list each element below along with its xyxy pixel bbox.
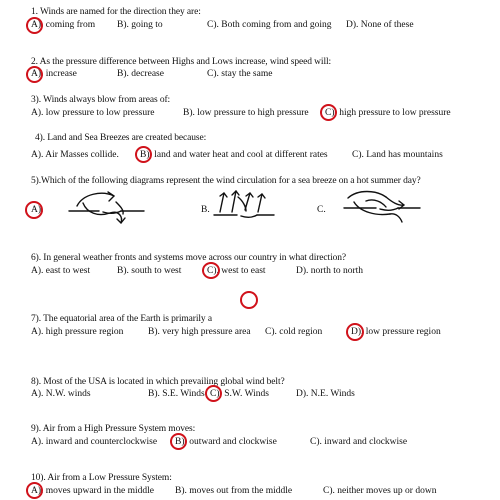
q1-option-b[interactable]: B). going to (117, 20, 163, 30)
question-8-text: 8). Most of the USA is located in which prevailing global wind belt? (31, 377, 285, 387)
question-9-text: 9). Air from a High Pressure System moves: (31, 424, 196, 434)
q4-option-b[interactable]: B). land and water heat and cool at different rates (140, 150, 328, 160)
q1-option-c[interactable]: C). Both coming from and going (207, 20, 332, 30)
q5-option-c[interactable]: C. (317, 205, 326, 215)
q7-option-c[interactable]: C). cold region (265, 327, 323, 337)
q2-option-c[interactable]: C). stay the same (207, 69, 273, 79)
question-5-text: 5).Which of the following diagrams represent the wind circulation for a sea breeze on a hot summer day? (31, 176, 421, 186)
q7-option-a[interactable]: A). high pressure region (31, 327, 124, 337)
q6-option-a[interactable]: A). east to west (31, 266, 91, 276)
diagram-c-sketch (342, 186, 422, 228)
q3-option-c[interactable]: C). high pressure to low pressure (325, 108, 451, 118)
q9-option-a[interactable]: A). inward and counterclockwise (31, 437, 158, 447)
diagram-a-sketch (66, 188, 146, 228)
q6-option-b[interactable]: B). south to west (117, 266, 182, 276)
q6-option-d[interactable]: D). north to north (296, 266, 364, 276)
question-4-text: 4). Land and Sea Breezes are created because: (35, 133, 207, 143)
stray-red-circle (240, 291, 258, 309)
q7-option-d[interactable]: D). low pressure region (351, 327, 441, 337)
q9-option-c[interactable]: C). inward and clockwise (310, 437, 408, 447)
q3-option-b[interactable]: B). low pressure to high pressure (183, 108, 309, 118)
q3-option-a[interactable]: A). low pressure to low pressure (31, 108, 155, 118)
q7-option-b[interactable]: B). very high pressure area (148, 327, 251, 337)
q8-option-b[interactable]: B). S.E. Winds (148, 389, 205, 399)
q10-option-a[interactable]: A). moves upward in the middle (31, 486, 154, 496)
q8-option-a[interactable]: A). N.W. winds (31, 389, 91, 399)
q8-option-d[interactable]: D). N.E. Winds (296, 389, 355, 399)
q10-option-b[interactable]: B). moves out from the middle (175, 486, 293, 496)
q4-option-c[interactable]: C). Land has mountains (352, 150, 443, 160)
q8-option-c[interactable]: C). S.W. Winds (210, 389, 270, 399)
q9-option-b[interactable]: B). outward and clockwise (175, 437, 277, 447)
q10-option-c[interactable]: C). neither moves up or down (323, 486, 437, 496)
q4-option-a[interactable]: A). Air Masses collide. (31, 150, 119, 160)
question-3-text: 3). Winds always blow from areas of: (31, 95, 171, 105)
question-10-text: 10). Air from a Low Pressure System: (31, 473, 172, 483)
q2-option-a[interactable]: A). increase (31, 69, 77, 79)
q2-option-b[interactable]: B). decrease (117, 69, 164, 79)
q1-option-a[interactable]: A). coming from (31, 20, 96, 30)
q6-option-c[interactable]: C). west to east (207, 266, 266, 276)
q1-option-d[interactable]: D). None of these (346, 20, 414, 30)
diagram-b-sketch (210, 185, 280, 230)
q5-option-a[interactable]: A). (31, 205, 44, 215)
question-7-text: 7). The equatorial area of the Earth is primarily a (31, 314, 212, 324)
question-2-text: 2. As the pressure difference between Highs and Lows increase, wind speed will: (31, 57, 332, 67)
q5-option-b[interactable]: B. (201, 205, 210, 215)
question-6-text: 6). In general weather fronts and systems move across our country in what direction? (31, 253, 347, 263)
question-1-text: 1. Winds are named for the direction they are: (31, 7, 201, 17)
